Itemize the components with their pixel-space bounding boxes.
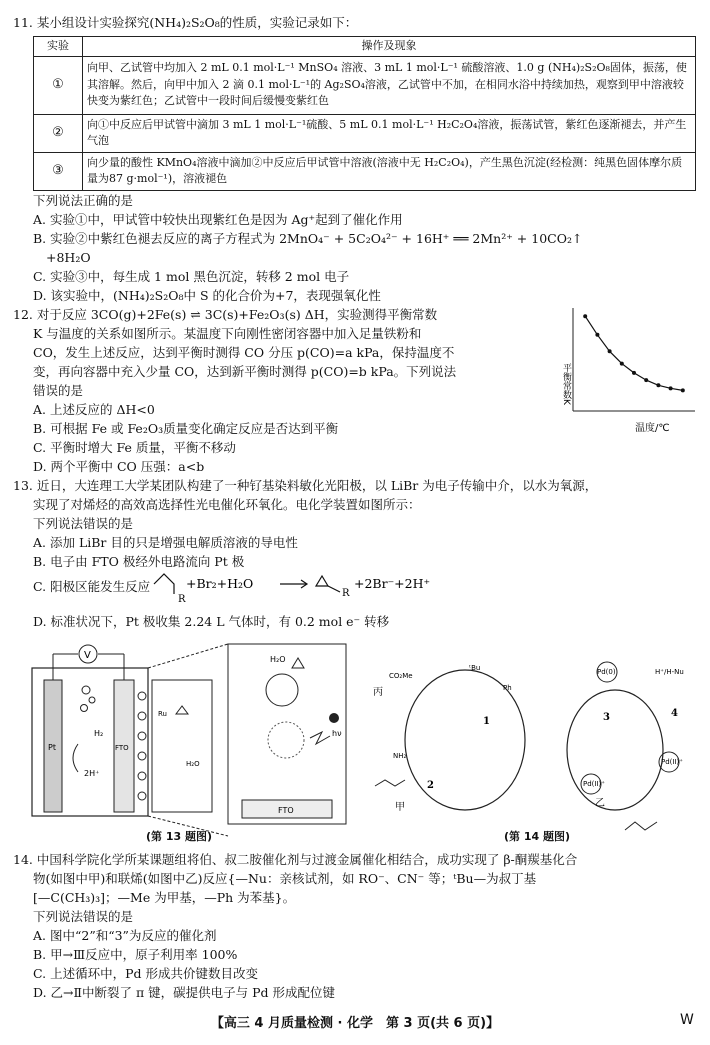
q13-option-d: D. 标准状况下，Pt 极收集 2.24 L 气体时，有 0.2 mol e⁻ 转移	[33, 614, 390, 629]
q12-option-d: D. 两个平衡中 CO 压强：a<b	[33, 459, 205, 474]
ketoester-structure-icon	[375, 780, 405, 786]
figure-14-catalytic-cycle	[365, 640, 700, 840]
k-data-point	[595, 333, 599, 337]
q11-experiment-table	[33, 36, 696, 191]
q11-option-b-cont: +8H₂O	[46, 250, 91, 265]
q13-line2: 实现了对烯烃的高效高选择性光电催化环氧化。电化学装置如图所示：	[33, 497, 421, 512]
y-axis-label: 平衡常数K	[561, 363, 571, 405]
q14-option-a: A. 图中“2”和“3”为反应的催化剂	[33, 928, 217, 943]
pd0-label: Pd(0)	[597, 668, 616, 676]
k-data-point	[608, 349, 612, 353]
ru-label: Ru	[158, 710, 167, 718]
table-header-operation: 操作及现象	[83, 37, 696, 57]
alkene-r-label: R	[178, 594, 186, 605]
reagents-text: +Br₂+H₂O	[186, 576, 254, 591]
q14-option-c: C. 上述循环中，Pd 形成共价键数目改变	[33, 966, 258, 981]
q14-line1: 14. 中国科学院化学所某课题组将伯、叔二胺催化剂与过渡金属催化相结合，成功实现了 β-酮羰基化合	[13, 852, 578, 867]
q14-ask: 下列说法错误的是	[33, 909, 134, 924]
q11-option-c: C. 实验③中，每生成 1 mol 黑色沉淀，转移 2 mol 电子	[33, 269, 350, 284]
q12-option-c: C. 平衡时增大 Fe 质量，平衡不移动	[33, 440, 236, 455]
products-text: +2Br⁻+2H⁺	[354, 576, 431, 591]
q14-option-b: B. 甲→Ⅲ反应中，原子利用率 100%	[33, 947, 238, 962]
hnu-label: H⁺/H-Nu	[655, 668, 684, 676]
table-row-text: 向甲、乙试管中均加入 2 mL 0.1 mol·L⁻¹ MnSO₄ 溶液、3 mL 1 mol·L⁻¹ 硫酸溶液、1.0 g (NH₄)₂S₂O₈固体，振荡，使其溶解。然后，向甲中加入 2 滴 0.1 mol·L⁻¹的 Ag₂SO₄溶液，乙试管中不加，在相同水浴中持续加热，观察到甲中溶液较快变为紫红色；乙试管中一段时间后缓慢变紫红色	[83, 56, 696, 114]
2h-label: 2H⁺	[84, 769, 100, 778]
q13-option-b: B. 电子由 FTO 极经外电路流向 Pt 极	[33, 554, 245, 569]
q13-option-c-equation	[150, 568, 490, 604]
voltmeter-label: V	[84, 650, 91, 661]
table-row-num: ③	[34, 152, 83, 190]
q12-line3: CO，发生上述反应，达到平衡时测得 CO 分压 p(CO)=a kPa，保持温度不	[33, 345, 455, 360]
co2me-label: CO₂Me	[389, 672, 413, 680]
sun-icon	[329, 713, 339, 723]
jia-label: 甲	[395, 802, 405, 813]
q12-line2: K 与温度的关系如图所示。某温度下向刚性密闭容器中加入足量铁粉和	[33, 326, 422, 341]
k-data-point	[656, 383, 660, 387]
k-data-point	[644, 378, 648, 382]
pt-label: Pt	[48, 743, 56, 752]
k-data-point	[583, 314, 587, 318]
figure-14-caption: (第 14 题图)	[504, 830, 571, 843]
table-row-num: ①	[34, 56, 83, 114]
k-data-point	[632, 371, 636, 375]
allene-structure-icon	[625, 822, 657, 830]
q13-ask: 下列说法错误的是	[33, 516, 134, 531]
table-row-text: 向少量的酸性 KMnO₄溶液中滴加②中反应后甲试管中溶液(溶液中无 H₂C₂O₄)，产生黑色沉淀(经检测：纯黑色固体摩尔质量为87 g·mol⁻¹)，溶液褪色	[83, 152, 696, 190]
intermediate-2-label: 2	[427, 780, 434, 791]
q12-option-a: A. 上述反应的 ΔH<0	[33, 402, 155, 417]
k-data-point	[620, 362, 624, 366]
k-vs-temperature-chart	[563, 303, 701, 438]
q11-option-d: D. 该实验中，(NH₄)₂S₂O₈中 S 的化合价为+7，表现强氧化性	[33, 288, 381, 303]
q12-line1: 12. 对于反应 3CO(g)+2Fe(s) ⇌ 3C(s)+Fe₂O₃(s) ΔH，实验测得平衡常数	[13, 307, 438, 322]
q14-line3: [—C(CH₃)₃]；—Me 为甲基，—Ph 为苯基}。	[33, 890, 296, 905]
page-footer-mark: W	[680, 1012, 694, 1028]
ru-dye-column	[138, 692, 146, 800]
step-4-label: 4	[671, 708, 678, 719]
page-footer: 【高三 4 月质量检测 · 化学 第 3 页(共 6 页)】	[210, 1016, 500, 1031]
q14-option-d: D. 乙→Ⅱ中断裂了 π 键，碳提供电子与 Pd 形成配位键	[33, 985, 336, 1000]
q13-option-c-pre: C. 阳极区能发生反应	[33, 579, 151, 594]
zoom-inset	[228, 644, 346, 824]
intermediate-1-label: 1	[483, 716, 490, 727]
pd2-right-label: Pd(II)⁺	[661, 758, 683, 766]
solution-region	[152, 680, 212, 812]
k-curve-line	[585, 316, 683, 390]
k-series	[583, 314, 685, 392]
q12-line4: 变，再向容器中充入少量 CO，达到新平衡时测得 p(CO)=b kPa。下列说法	[33, 364, 457, 379]
epoxide-inset-icon	[176, 706, 188, 714]
tbu-label: ᵗBu	[469, 664, 481, 672]
q12-line5: 错误的是	[33, 383, 84, 398]
h2o-label-inset: H₂O	[270, 655, 286, 664]
table-row-text: 向①中反应后甲试管中滴加 3 mL 1 mol·L⁻¹硫酸、5 mL 0.1 mol·L⁻¹ H₂C₂O₄溶液，振荡试管，紫红色逐渐褪去，并产生气泡	[83, 114, 696, 152]
figure-13-electrochemical-cell	[30, 640, 348, 840]
bing-label: 丙	[373, 687, 383, 698]
epoxide-structure-icon	[316, 576, 328, 586]
q11-ask: 下列说法正确的是	[33, 193, 134, 208]
fto-label: FTO	[115, 744, 129, 752]
q12-option-b: B. 可根据 Fe 或 Fe₂O₃质量变化确定反应是否达到平衡	[33, 421, 339, 436]
epoxide-product-icon	[292, 658, 304, 668]
alkene-structure-icon	[154, 574, 174, 594]
k-data-point	[681, 388, 685, 392]
ph-label: Ph	[503, 684, 512, 692]
light-wave-icon	[310, 732, 330, 744]
q11-option-b: B. 实验②中紫红色褪去反应的离子方程式为 2MnO₄⁻ + 5C₂O₄²⁻ + 16H⁺ ══ 2Mn²⁺ + 10CO₂↑	[33, 231, 583, 246]
intermediate-3-label: 3	[603, 712, 610, 723]
k-data-point	[669, 386, 673, 390]
nh2-label: NH₂	[393, 752, 407, 760]
hv-label: hν	[332, 729, 342, 738]
fto-base-label: FTO	[278, 806, 294, 815]
yi-label: 乙	[595, 798, 605, 809]
epoxide-r-label: R	[342, 588, 350, 599]
q13-line1: 13. 近日，大连理工大学某团队构建了一种钌基染料敏化光阳极，以 LiBr 为电子传输中介，以水为氧源，	[13, 478, 598, 493]
table-header-experiment: 实验	[34, 37, 83, 57]
ru-complex-icon	[268, 722, 304, 758]
pd2-left-label: Pd(II)⁺	[583, 780, 605, 788]
curved-arrow-icon	[73, 744, 78, 772]
q14-line2: 物(如图中甲)和联烯(如图中乙)反应{—Nu：亲核试剂，如 RO⁻、CN⁻ 等；ᵗBu—为叔丁基	[33, 871, 537, 886]
cycle-right-icon	[567, 690, 663, 810]
x-axis-label: 温度/℃	[635, 423, 670, 434]
bubble-icon	[82, 686, 90, 694]
redox-cycle-icon	[266, 674, 298, 706]
q13-option-a: A. 添加 LiBr 目的只是增强电解质溶液的导电性	[33, 535, 298, 550]
table-row-num: ②	[34, 114, 83, 152]
q11-stem: 11. 某小组设计实验探究(NH₄)₂S₂O₈的性质，实验记录如下：	[13, 15, 358, 30]
q11-option-a: A. 实验①中，甲试管中较快出现紫红色是因为 Ag⁺起到了催化作用	[33, 212, 403, 227]
h2-label: H₂	[94, 729, 104, 738]
figure-13-caption: (第 13 题图)	[146, 830, 213, 843]
h2o-label-left: H₂O	[186, 760, 200, 768]
